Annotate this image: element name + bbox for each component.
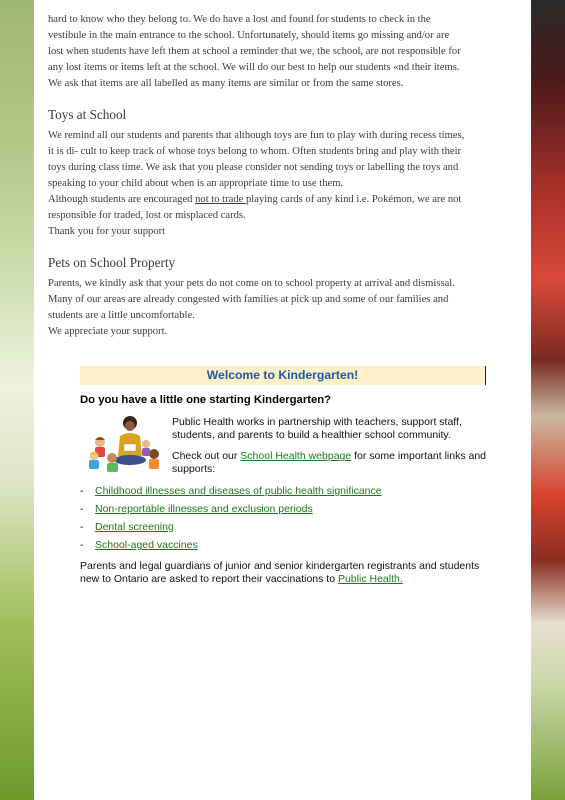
intro-text: Public Health works in partnership with teachers, support staff, students, and parents to build a healthier school community. <box>172 416 462 441</box>
dental-screening-link[interactable]: Dental screening <box>95 521 174 533</box>
text-line: students are a little uncomfortable. <box>48 310 195 321</box>
list-item <box>80 536 382 554</box>
text-line: We remind all our students and parents that although toys are fun to play with during recess times, <box>48 130 465 141</box>
checkout-line <box>172 450 492 476</box>
kindergarten-footer <box>80 560 490 586</box>
children-reading-illustration <box>84 414 164 474</box>
public-health-link[interactable]: Public Health. <box>337 573 403 585</box>
text-line: any lost items or items left at the school. We will do our best to help our students «nd their items. <box>48 62 460 73</box>
text-line: toys during class time. We ask that you please consider not sending toys or labelling the toys and <box>48 162 459 173</box>
cards-line <box>48 192 518 208</box>
dash-bullet: - <box>80 539 84 551</box>
kindergarten-banner: Welcome to Kindergarten! <box>80 366 486 385</box>
pets-heading: Pets on School Property <box>48 255 176 270</box>
childhood-illnesses-link[interactable]: Childhood illnesses and diseases of public health significance <box>95 485 382 497</box>
text-line: We ask that items are all labelled as many items are similar or from the same stores. <box>48 78 404 89</box>
kindergarten-intro <box>172 416 492 484</box>
cards-prefix: Although students are encouraged <box>48 194 196 205</box>
list-item <box>80 500 382 518</box>
toys-heading: Toys at School <box>48 107 127 122</box>
text-line: Many of our areas are already congested with families at pick up and some of our families and <box>48 294 449 305</box>
list-item <box>80 518 382 536</box>
pets-paragraph <box>48 276 518 340</box>
school-health-link[interactable]: School Health webpage <box>240 450 352 462</box>
non-reportable-illnesses-link[interactable]: Non-reportable illnesses and exclusion periods <box>95 503 313 515</box>
text-line: vestibule in the main entrance to the school. Unfortunately, should items go missing and/or are <box>48 30 450 41</box>
cards-underlined: not to trade <box>195 194 246 205</box>
background-photo-left <box>0 0 34 800</box>
kindergarten-links-list <box>80 482 382 554</box>
cards-suffix: playing cards of any kind i.e. Pokémon, we are not <box>246 194 462 205</box>
pets-thanks: We appreciate your support. <box>48 326 168 337</box>
checkout-prefix: Check out our <box>172 450 241 462</box>
text-line: lost when students have left them at school a reminder that we, the school, are not responsible for <box>48 46 461 57</box>
text-line: hard to know who they belong to. We do have a lost and found for students to check in the <box>48 14 431 25</box>
list-item <box>80 482 382 500</box>
footer-text: Parents and legal guardians of junior and senior kindergarten registrants and students new to Ontario are asked to report their vaccinations to <box>80 560 480 585</box>
dash-bullet: - <box>80 521 84 533</box>
kindergarten-question: Do you have a little one starting Kindergarten? <box>80 394 332 406</box>
toys-thanks: Thank you for your support <box>48 226 166 237</box>
dash-bullet: - <box>80 485 84 497</box>
text-line: Parents, we kindly ask that your pets do not come on to school property at arrival and dismissal. <box>48 278 455 289</box>
background-photo-right <box>531 0 565 800</box>
checkout-suffix: for some important links and supports: <box>172 450 487 475</box>
text-line: speaking to your child about when is an appropriate time to use them. <box>48 178 344 189</box>
lost-and-found-paragraph <box>48 12 518 92</box>
toys-paragraph <box>48 128 518 240</box>
dash-bullet: - <box>80 503 84 515</box>
text-line: it is di- cult to keep track of whose toys belong to whom. Often students bring and play with their <box>48 146 462 157</box>
school-aged-vaccines-link[interactable]: School-aged vaccines <box>95 539 198 551</box>
text-line: responsible for traded, lost or misplaced cards. <box>48 210 246 221</box>
